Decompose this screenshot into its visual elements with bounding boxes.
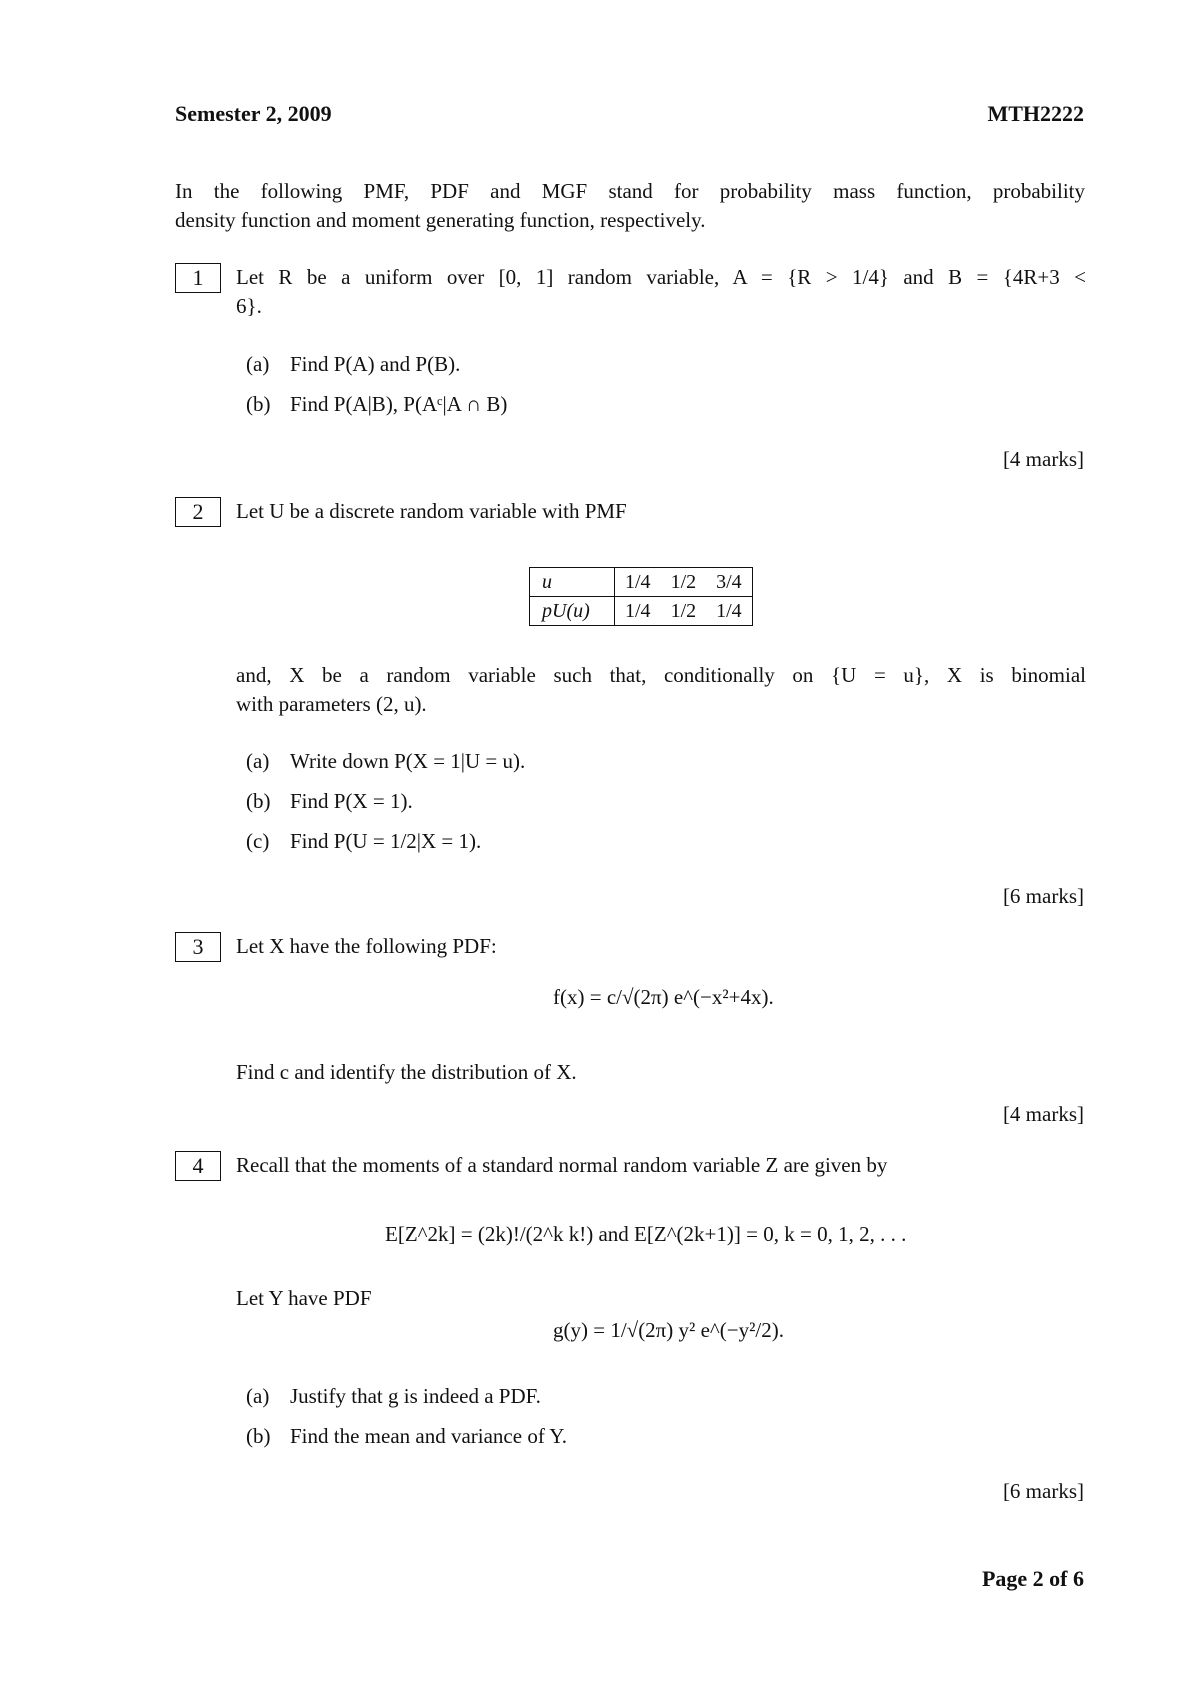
q2-part-a-text: Write down P(X = 1|U = u). <box>290 749 526 773</box>
q4-part-b <box>246 1424 567 1449</box>
q4-let-text: Let Y have PDF <box>236 1286 372 1310</box>
q1-text-line-1: Let R be a uniform over [0, 1] random variable, A = {R > 1/4} and B = {4R+3 < <box>236 265 1086 289</box>
q2-part-b <box>246 789 413 814</box>
q1-part-b-text: Find P(A|B), P(Aᶜ|A ∩ B) <box>290 392 508 416</box>
q1-part-a-label: (a) <box>246 352 270 376</box>
pmf-u-value: 3/4 <box>706 568 752 597</box>
pmf-row-u-label: u <box>530 568 615 597</box>
intro-line-1: In the following PMF, PDF and MGF stand for probability mass function, probability <box>175 179 1085 203</box>
q1-text-line-2: 6}. <box>236 294 262 318</box>
q2-after-line-2: with parameters (2, u). <box>236 692 427 716</box>
q2-marks: [6 marks] <box>1002 884 1084 908</box>
question-4-text: Recall that the moments of a standard normal random variable Z are given by <box>236 1153 888 1177</box>
question-1-text <box>236 263 1086 321</box>
q3-pdf-formula: f(x) = c/√(2π) e^(−x²+4x). <box>553 985 774 1009</box>
q2-conditional-text <box>236 661 1086 719</box>
question-2-number-box: 2 <box>175 497 221 527</box>
intro-paragraph <box>175 177 1085 235</box>
page-number: Page 2 of 6 <box>981 1566 1084 1591</box>
intro-line-2: density function and moment generating function, respectively. <box>175 208 706 232</box>
pmf-row-p <box>530 597 753 626</box>
pmf-p-value: 1/4 <box>615 597 661 626</box>
pmf-row-p-label: pU(u) <box>530 597 615 626</box>
q4-moment-formula: E[Z^2k] = (2k)!/(2^k k!) and E[Z^(2k+1)] = 0, k = 0, 1, 2, . . . <box>385 1222 907 1246</box>
q2-part-c-label: (c) <box>246 829 270 853</box>
pmf-row-u <box>530 568 753 597</box>
q4-part-a-label: (a) <box>246 1384 270 1408</box>
question-1-number-box: 1 <box>175 263 221 293</box>
question-4-number-box: 4 <box>175 1151 221 1181</box>
semester-header: Semester 2, 2009 <box>175 101 332 126</box>
pmf-p-value: 1/4 <box>706 597 752 626</box>
q2-part-b-label: (b) <box>246 789 271 813</box>
q2-part-b-text: Find P(X = 1). <box>290 789 413 813</box>
course-code: MTH2222 <box>987 101 1084 126</box>
question-3-number-box: 3 <box>175 932 221 962</box>
question-2-text: Let U be a discrete random variable with PMF <box>236 499 627 523</box>
q2-part-c-text: Find P(U = 1/2|X = 1). <box>290 829 482 853</box>
q4-marks: [6 marks] <box>1002 1479 1084 1503</box>
q1-part-b-label: (b) <box>246 392 271 416</box>
q3-marks: [4 marks] <box>1002 1102 1084 1126</box>
pmf-table <box>529 567 753 626</box>
q1-part-b <box>246 392 507 417</box>
q2-after-line-1: and, X be a random variable such that, conditionally on {U = u}, X is binomial <box>236 663 1086 687</box>
q2-part-a <box>246 749 525 774</box>
pmf-p-value: 1/2 <box>661 597 707 626</box>
q2-part-c <box>246 829 481 854</box>
q3-instruction: Find c and identify the distribution of X. <box>236 1060 577 1084</box>
pmf-u-value: 1/4 <box>615 568 661 597</box>
q1-part-a <box>246 352 460 377</box>
pmf-u-value: 1/2 <box>661 568 707 597</box>
q2-part-a-label: (a) <box>246 749 270 773</box>
q4-part-b-text: Find the mean and variance of Y. <box>290 1424 567 1448</box>
q4-part-b-label: (b) <box>246 1424 271 1448</box>
q4-pdf-formula: g(y) = 1/√(2π) y² e^(−y²/2). <box>553 1318 784 1342</box>
q1-part-a-text: Find P(A) and P(B). <box>290 352 461 376</box>
question-3-text: Let X have the following PDF: <box>236 934 497 958</box>
q4-part-a-text: Justify that g is indeed a PDF. <box>290 1384 541 1408</box>
q1-marks: [4 marks] <box>1002 447 1084 471</box>
q4-part-a <box>246 1384 541 1409</box>
